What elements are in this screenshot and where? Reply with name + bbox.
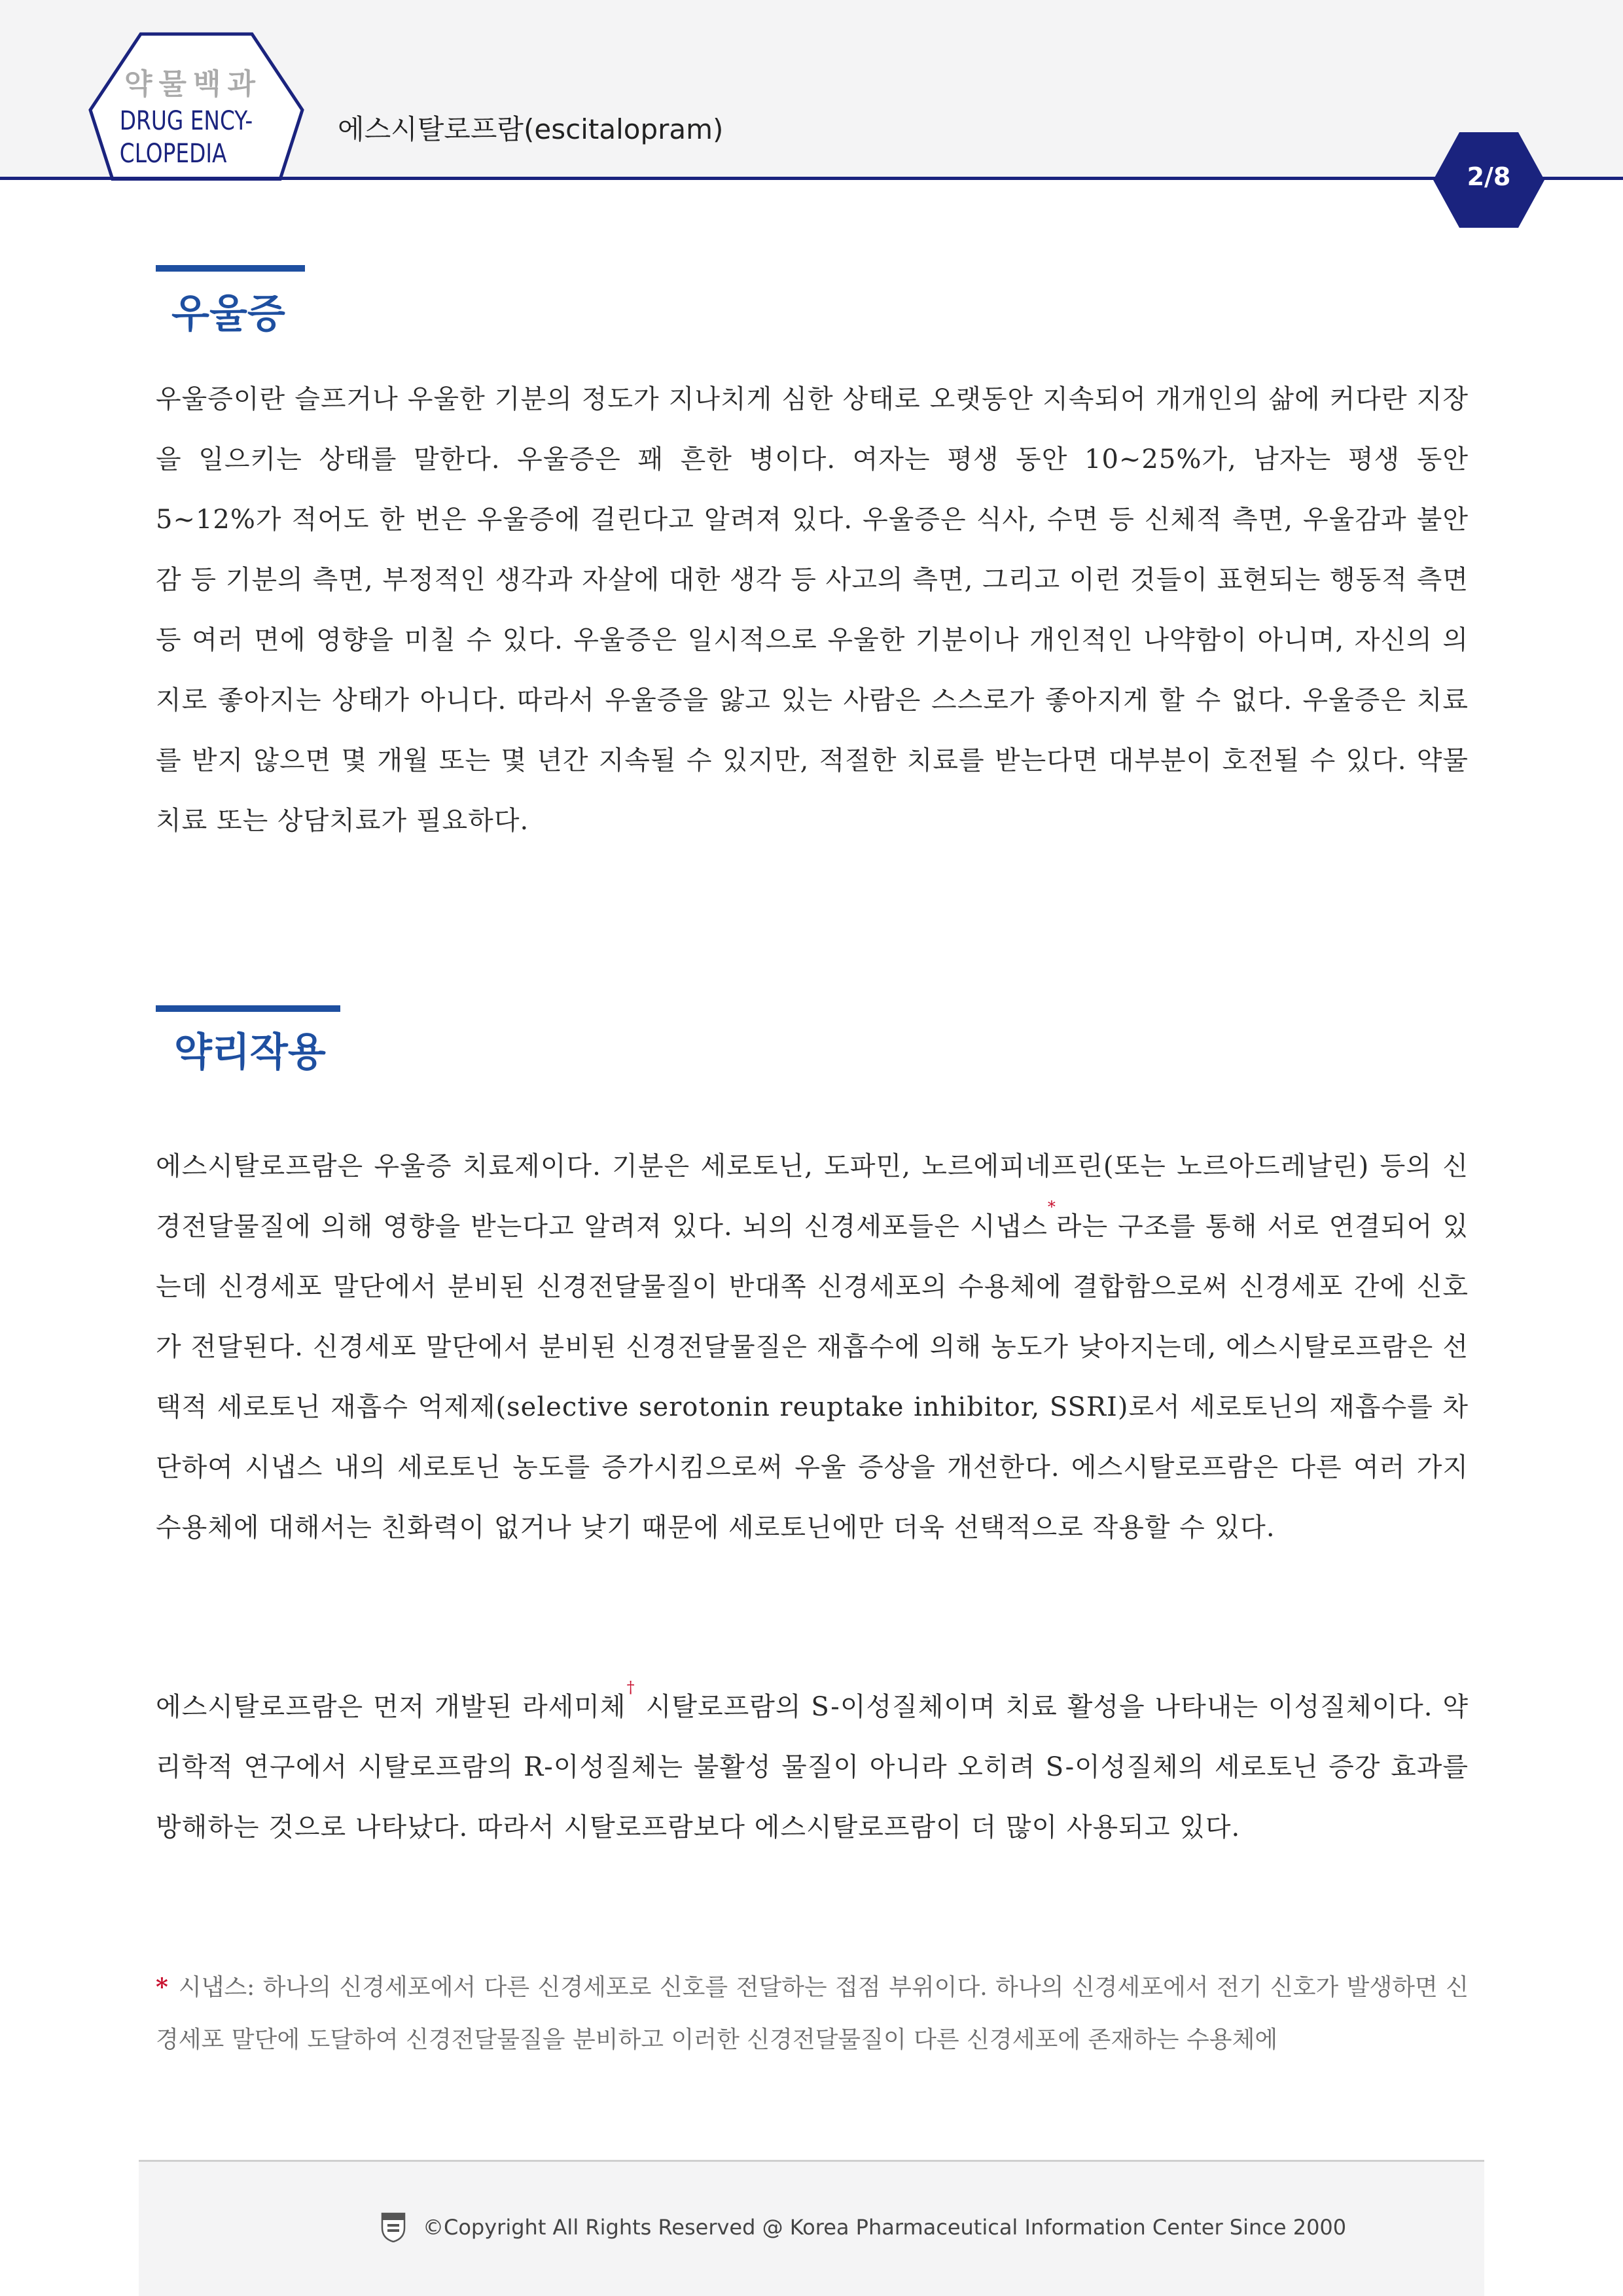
section-title-depression: 우울증 <box>171 291 285 337</box>
shield-logo-icon <box>381 2212 406 2242</box>
footnote-marker-asterisk: * <box>1047 1198 1056 1216</box>
page-indicator: 2/8 <box>1467 162 1511 191</box>
logo-korean-text: 약물백과 <box>124 67 262 101</box>
footnote-text: 시냅스: 하나의 신경세포에서 다른 신경세포로 신호를 전달하는 접점 부위이다. 하나의 신경세포에서 전기 신호가 발생하면 신경세포 말단에 도달하여 신경전달물질을 분비하고 이러한 신경전달물질이 다른 신경세포에 존재하는 수용체에 <box>156 1974 1469 2053</box>
footnote-marker-dagger: † <box>626 1678 636 1696</box>
logo-english-line1: DRUG ENCY- <box>119 106 253 136</box>
section-paragraph-pharmacology-1 <box>156 1136 1469 1558</box>
paragraph-text-part: 에스시탈로프람은 먼저 개발된 라세미체 <box>156 1692 626 1722</box>
footnote <box>156 1961 1469 2066</box>
section-title-pharmacology: 약리작용 <box>174 1030 326 1075</box>
logo-english-line2: CLOPEDIA <box>119 139 227 169</box>
document-title: 에스시탈로프람(escitalopram) <box>338 113 724 145</box>
section-paragraph-pharmacology-2 <box>156 1677 1469 1857</box>
section-underline-bar <box>156 265 305 272</box>
paragraph-text-part: 시탈로프람의 S-이성질체이며 치료 활성을 나타내는 이성질체이다. 약리학적 연구에서 시탈로프람의 R-이성질체는 불활성 물질이 아니라 오히려 S-이성질체의 세로토닌 증강 효과를 방해하는 것으로 나타났다. 따라서 시탈로프람보다 에스시탈로프람이 더 많이 사용되고 있다. <box>156 1692 1469 1842</box>
logo-english-text <box>98 105 276 170</box>
paragraph-text-part: 에스시탈로프람은 우울증 치료제이다. 기분은 세로토닌, 도파민, 노르에피네프린(또는 노르아드레날린) 등의 신경전달물질에 의해 영향을 받는다고 알려져 있다. 뇌의 신경세포들은 시냅스 <box>156 1151 1469 1242</box>
paragraph-text-part: 라는 구조를 통해 서로 연결되어 있는데 신경세포 말단에서 분비된 신경전달물질이 반대쪽 신경세포의 수용체에 결합함으로써 신경세포 간에 신호가 전달된다. 신경세포 말단에서 분비된 신경전달물질은 재흡수에 의해 농도가 낮아지는데, 에스시탈로프람은 선택적 세로토닌 재흡수 억제제(selective serotonin reuptake inhibitor, SSRI)로서 세로토닌의 재흡수를 차단하여 시냅스 내의 세로토닌 농도를 증가시킴으로써 우울 증상을 개선한다. 에스시탈로프람은 다른 여러 가지 수용체에 대해서는 친화력이 없거나 낮기 때문에 세로토닌에만 더욱 선택적으로 작용할 수 있다. <box>156 1211 1469 1543</box>
footer-copyright: ©Copyright All Rights Reserved @ Korea Pharmaceutical Information Center Since 2000 <box>423 2215 1347 2240</box>
section-paragraph-depression: 우울증이란 슬프거나 우울한 기분의 정도가 지나치게 심한 상태로 오랫동안 지속되어 개개인의 삶에 커다란 지장을 일으키는 상태를 말한다. 우울증은 꽤 흔한 병이다. 여자는 평생 동안 10~25%가, 남자는 평생 동안 5~12%가 적어도 한 번은 우울증에 걸린다고 알려져 있다. 우울증은 식사, 수면 등 신체적 측면, 우울감과 불안감 등 기분의 측면, 부정적인 생각과 자살에 대한 생각 등 사고의 측면, 그리고 이런 것들이 표현되는 행동적 측면 등 여러 면에 영향을 미칠 수 있다. 우울증은 일시적으로 우울한 기분이나 개인적인 나약함이 아니며, 자신의 의지로 좋아지는 상태가 아니다. 따라서 우울증을 앓고 있는 사람은 스스로가 좋아지게 할 수 없다. 우울증은 치료를 받지 않으면 몇 개월 또는 몇 년간 지속될 수 있지만, 적절한 치료를 받는다면 대부분이 호전될 수 있다. 약물치료 또는 상담치료가 필요하다. <box>156 384 1469 836</box>
footnote-star-marker: * <box>156 1973 168 2001</box>
section-underline-bar <box>156 1005 340 1012</box>
header-divider <box>0 177 1623 180</box>
